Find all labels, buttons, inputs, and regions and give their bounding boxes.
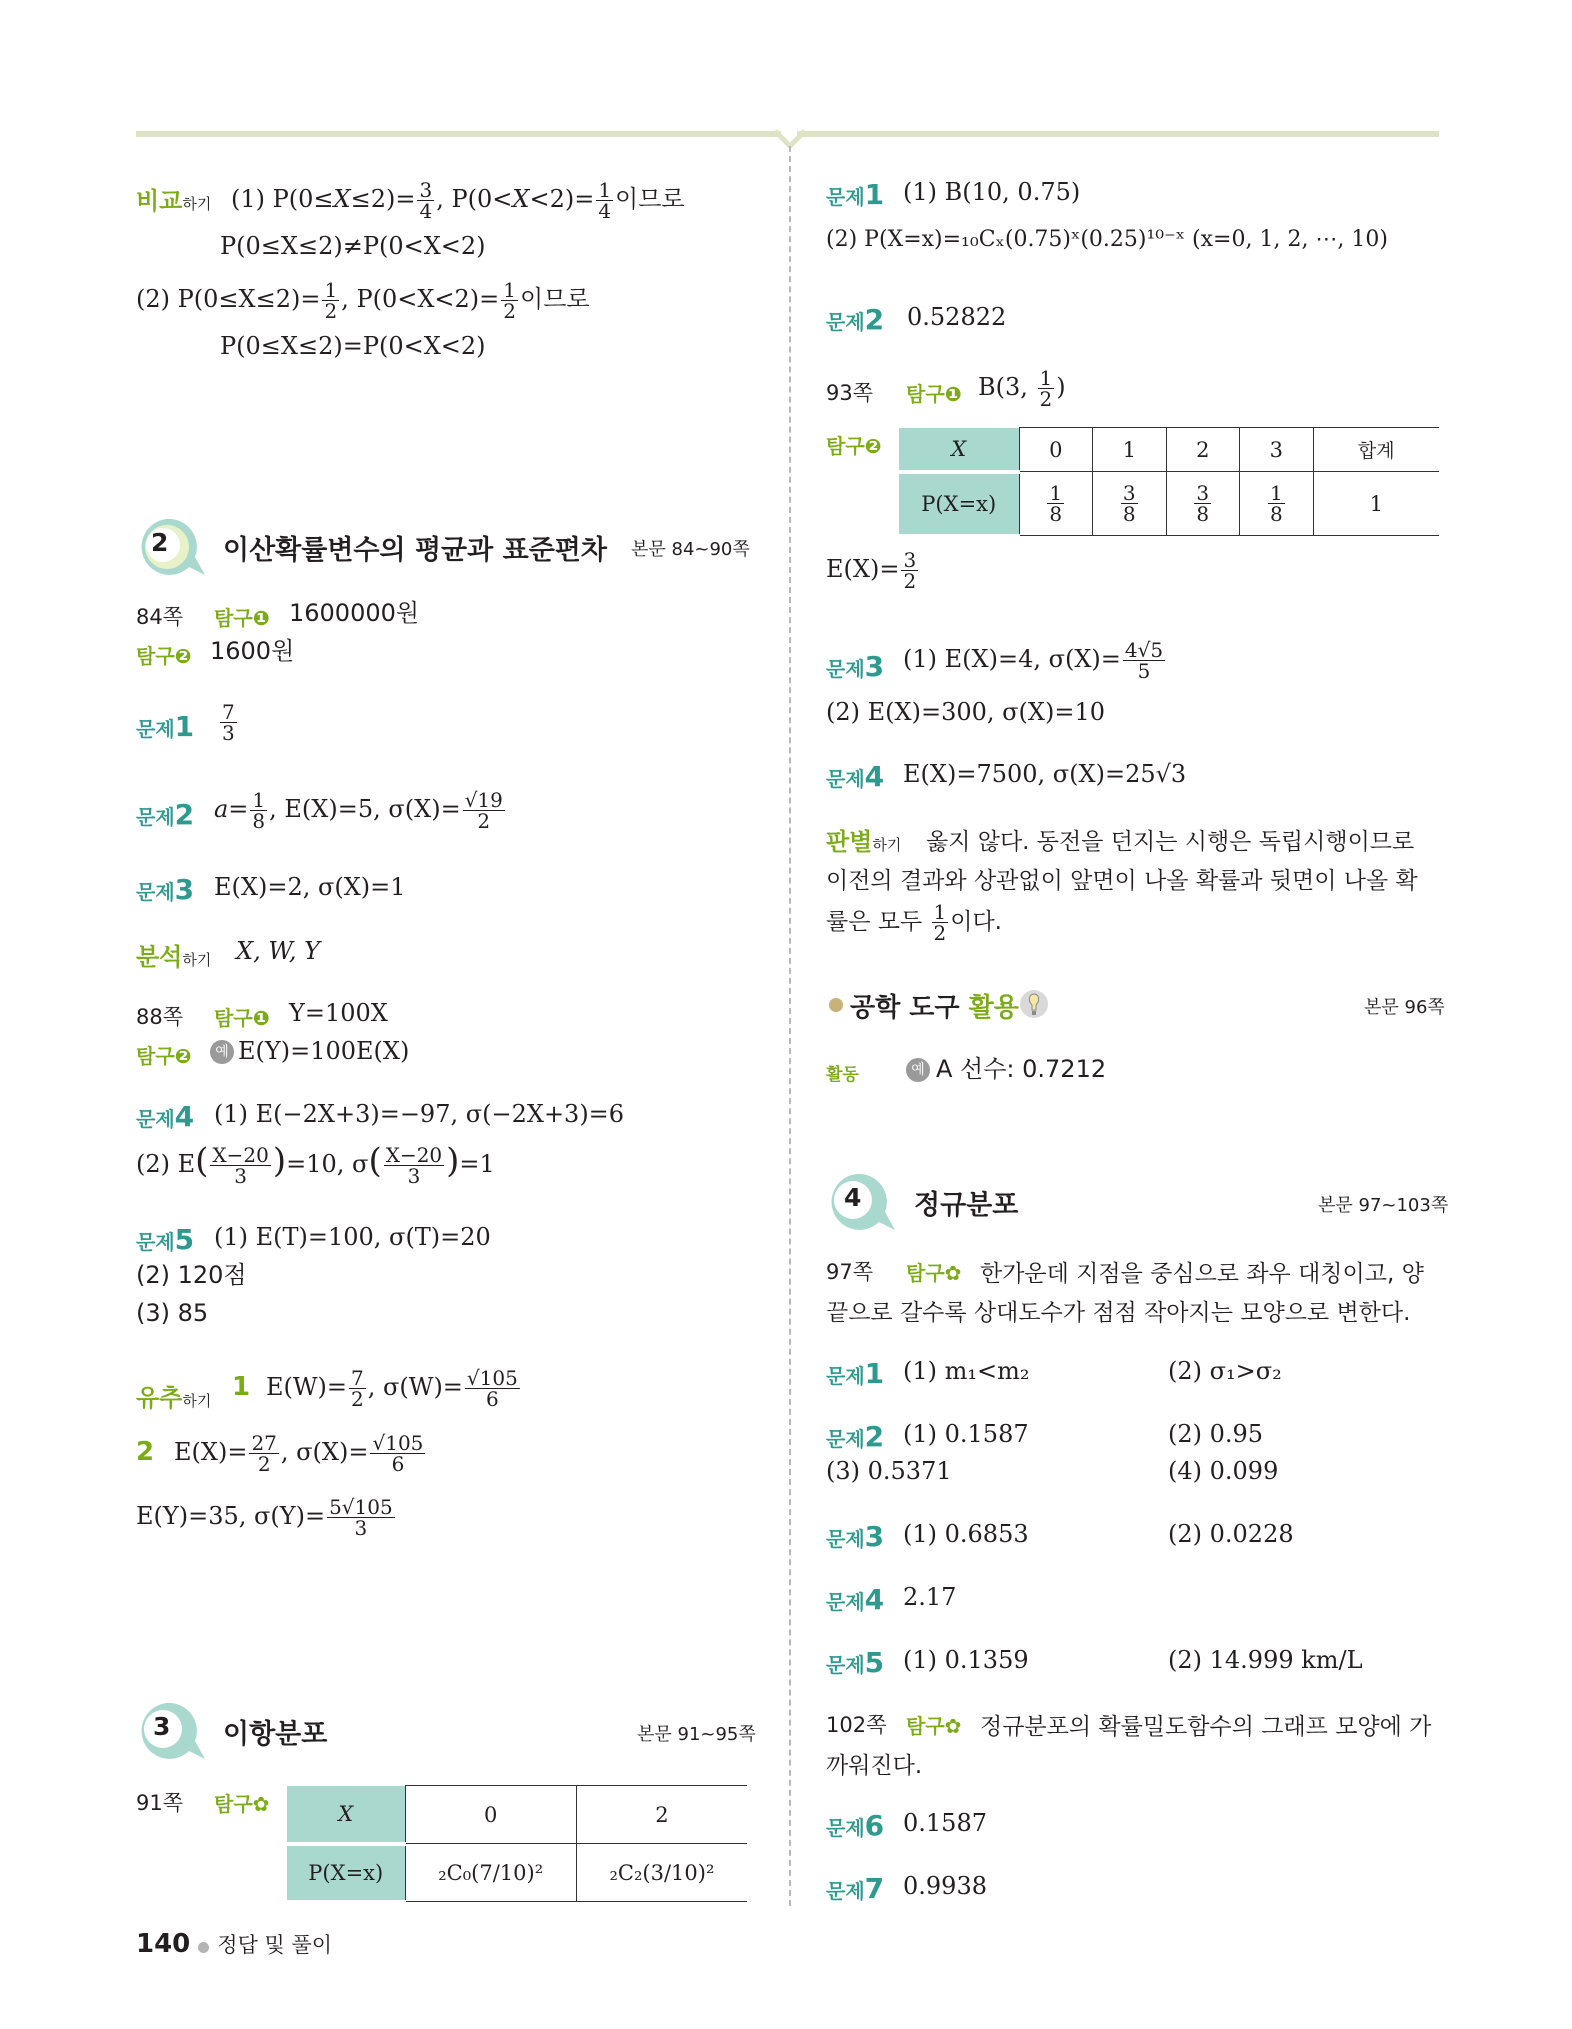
tamgu-93-2-label: 탐구❷ bbox=[826, 434, 882, 458]
section-2-ref: 본문 84~90쪽 bbox=[631, 539, 750, 560]
tamgu-88-2-value: E(Y)=100E(X) bbox=[238, 1037, 410, 1065]
header-rule-right bbox=[797, 131, 1439, 137]
lightbulb-icon bbox=[1016, 988, 1052, 1022]
yuchu-2-answer: E(X)= $\frac{27}{2}$ , σ(X)= $\frac{√105}{6}$ bbox=[174, 1431, 424, 1476]
tamgu-97-label: 탐구✿ bbox=[906, 1261, 962, 1285]
s4-problem-2-c: (3) 0.5371 bbox=[826, 1457, 952, 1485]
page-91-label: 91쪽 bbox=[136, 1791, 184, 1815]
s4-problem-1-a: (1) m₁<m₂ bbox=[903, 1357, 1030, 1385]
table-cell: ₂C₀(7/10)² bbox=[405, 1844, 576, 1902]
section-3-ref: 본문 91~95쪽 bbox=[637, 1724, 756, 1745]
tamgu-102-line2: 까워진다. bbox=[826, 1753, 923, 1779]
page-84-label: 84쪽 bbox=[136, 605, 184, 629]
yuchu-1-answer: E(W)= $\frac{7}{2}$ , σ(W)= $\frac{√105}{6}$ bbox=[266, 1366, 518, 1411]
tamgu-93-1-value: B(3, $\frac{1}{2}$ ) bbox=[978, 366, 1066, 411]
s4-problem-3-b: (2) 0.0228 bbox=[1168, 1520, 1294, 1548]
table-cell: 합계 bbox=[1313, 428, 1439, 472]
table-cell: 2 bbox=[576, 1786, 747, 1844]
table-row bbox=[287, 1844, 747, 1902]
bunseok-answer: X, W, Y bbox=[236, 937, 320, 965]
tamgu-88-1-label: 탐구❶ bbox=[214, 1006, 270, 1030]
r-problem-3-line1: (1) E(X)=4, σ(X)= $\frac{4√5}{5}$ bbox=[903, 638, 1164, 683]
expectation-line: E(X)= $\frac{3}{2}$ bbox=[826, 548, 917, 593]
binomial-table bbox=[287, 1785, 747, 1904]
r-problem-4-label: 문제4 bbox=[826, 760, 885, 793]
tool-title: 공학 도구 활용 bbox=[850, 993, 1019, 1023]
s4-problem-7-answer: 0.9938 bbox=[903, 1872, 987, 1900]
table-cell: 2 bbox=[1166, 428, 1240, 472]
tamgu-84-1-label: 탐구❶ bbox=[214, 606, 270, 630]
r-problem-3-line2: (2) E(X)=300, σ(X)=10 bbox=[826, 698, 1105, 726]
bigyo-line1: (1) P(0≤X≤2)= $\frac{3}{4}$ , P(0<X<2)= $\frac{1}{4}$ 이므로 bbox=[231, 178, 685, 223]
section-3-badge bbox=[133, 1699, 209, 1765]
s4-problem-3-label: 문제3 bbox=[826, 1520, 885, 1553]
bunseok-label: 분석하기 bbox=[136, 943, 212, 971]
tamgu-84-2-value: 1600원 bbox=[210, 637, 295, 665]
problem-4-line2: (2) E( $\frac{X-20}{3}$ )=10, σ( $\frac{X-20}{3}$ )=1 bbox=[136, 1141, 495, 1188]
table-header-x: X bbox=[899, 428, 1019, 472]
s4-problem-6-answer: 0.1587 bbox=[903, 1809, 987, 1837]
tamgu-93-1-label: 탐구❶ bbox=[906, 382, 962, 406]
s4-problem-4-label: 문제4 bbox=[826, 1583, 885, 1616]
yuchu-label: 유추하기 bbox=[136, 1384, 212, 1412]
table-cell: 3 bbox=[1240, 428, 1314, 472]
s4-problem-6-label: 문제6 bbox=[826, 1809, 885, 1842]
bigyo-line2: P(0≤X≤2)≠P(0<X<2) bbox=[220, 232, 486, 260]
problem-5-line2: (2) 120점 bbox=[136, 1261, 247, 1289]
page-88-label: 88쪽 bbox=[136, 1005, 184, 1029]
hwaldong-label: 활동 bbox=[826, 1065, 859, 1085]
tool-ref: 본문 96쪽 bbox=[1364, 997, 1445, 1018]
problem-4-line1: (1) E(−2X+3)=−97, σ(−2X+3)=6 bbox=[214, 1100, 625, 1128]
tamgu-97-line2: 끝으로 갈수록 상대도수가 점점 작아지는 모양으로 변한다. bbox=[826, 1300, 1411, 1326]
table-row bbox=[899, 472, 1439, 536]
section-3-number: 3 bbox=[153, 1712, 171, 1741]
s4-problem-5-a: (1) 0.1359 bbox=[903, 1646, 1029, 1674]
s4-problem-2-b: (2) 0.95 bbox=[1168, 1420, 1264, 1448]
s4-problem-5-b: (2) 14.999 km/L bbox=[1168, 1646, 1363, 1674]
s4-problem-2-label: 문제2 bbox=[826, 1420, 885, 1453]
r-problem-1-line2: (2) P(X=x)=₁₀Cₓ(0.75)ˣ(0.25)¹⁰⁻ˣ (x=0, 1, 2, ⋯, 10) bbox=[826, 227, 1388, 252]
s4-problem-3-a: (1) 0.6853 bbox=[903, 1520, 1029, 1548]
problem-2-label: 문제2 bbox=[136, 798, 195, 831]
table-cell: 0 bbox=[1019, 428, 1093, 472]
problem-2-answer: a= $\frac{1}{8}$ , E(X)=5, σ(X)= $\frac{√19}{2}$ bbox=[214, 788, 503, 833]
table-cell: 0 bbox=[405, 1786, 576, 1844]
table-cell: ₂C₂(3/10)² bbox=[576, 1844, 747, 1902]
section-4-ref: 본문 97~103쪽 bbox=[1318, 1195, 1449, 1216]
s4-problem-1-b: (2) σ₁>σ₂ bbox=[1168, 1357, 1282, 1385]
table-cell: $\frac{3}{8}$ bbox=[1093, 472, 1167, 536]
table-header-px: P(X=x) bbox=[899, 472, 1019, 536]
table-header-x: X bbox=[287, 1786, 405, 1844]
table-row bbox=[287, 1786, 747, 1844]
panbyeol-label: 판별하기 bbox=[826, 828, 902, 856]
r-problem-1-label: 문제1 bbox=[826, 178, 885, 211]
header-rule-left bbox=[136, 131, 781, 137]
panbyeol-line2: 이전의 결과와 상관없이 앞면이 나올 확률과 뒷면이 나올 확 bbox=[826, 868, 1418, 894]
s4-problem-2-a: (1) 0.1587 bbox=[903, 1420, 1029, 1448]
tamgu-91-label: 탐구✿ bbox=[214, 1792, 270, 1816]
section-2-badge bbox=[133, 515, 209, 581]
distribution-table bbox=[899, 427, 1439, 538]
tamgu-84-1-value: 1600000원 bbox=[289, 599, 420, 627]
tamgu-102-label: 탐구✿ bbox=[906, 1714, 962, 1738]
footer bbox=[136, 1929, 332, 1959]
page-number: 140 bbox=[136, 1929, 191, 1959]
section-2-number: 2 bbox=[151, 528, 169, 557]
tamgu-88-2-label: 탐구❷ bbox=[136, 1044, 192, 1068]
r-problem-2-label: 문제2 bbox=[826, 303, 885, 336]
table-cell: 1 bbox=[1093, 428, 1167, 472]
section-3-title: 이항분포 bbox=[223, 1719, 328, 1750]
s4-problem-5-label: 문제5 bbox=[826, 1646, 885, 1679]
page-93-label: 93쪽 bbox=[826, 381, 874, 405]
problem-3-answer: E(X)=2, σ(X)=1 bbox=[214, 873, 406, 901]
example-icon: 예 bbox=[906, 1058, 930, 1082]
table-cell: $\frac{3}{8}$ bbox=[1166, 472, 1240, 536]
problem-5-line1: (1) E(T)=100, σ(T)=20 bbox=[214, 1223, 491, 1251]
problem-1-answer: $\frac{7}{3}$ bbox=[222, 700, 235, 745]
s4-problem-4-answer: 2.17 bbox=[903, 1583, 957, 1611]
r-problem-3-label: 문제3 bbox=[826, 650, 885, 683]
bigyo-line3: (2) P(0≤X≤2)= $\frac{1}{2}$ , P(0<X<2)= $\frac{1}{2}$ 이므로 bbox=[136, 278, 590, 323]
example-icon: 예 bbox=[210, 1040, 234, 1064]
tamgu-102-line1: 정규분포의 확률밀도함수의 그래프 모양에 가 bbox=[980, 1714, 1432, 1740]
problem-1-label: 문제1 bbox=[136, 710, 195, 743]
problem-4-label: 문제4 bbox=[136, 1100, 195, 1133]
footer-title: 정답 및 풀이 bbox=[217, 1933, 333, 1957]
bullet-icon bbox=[198, 1942, 209, 1953]
section-4-number: 4 bbox=[844, 1183, 862, 1212]
problem-5-label: 문제5 bbox=[136, 1223, 195, 1256]
hwaldong-answer: A 선수: 0.7212 bbox=[936, 1055, 1107, 1083]
bigyo-line4: P(0≤X≤2)=P(0<X<2) bbox=[220, 332, 486, 360]
yuchu-3-answer: E(Y)=35, σ(Y)= $\frac{5√105}{3}$ bbox=[136, 1495, 393, 1540]
yuchu-1-number: 1 bbox=[232, 1372, 251, 1402]
s4-problem-7-label: 문제7 bbox=[826, 1872, 885, 1905]
s4-problem-1-label: 문제1 bbox=[826, 1357, 885, 1390]
table-cell: $\frac{1}{8}$ bbox=[1019, 472, 1093, 536]
r-problem-2-answer: 0.52822 bbox=[907, 303, 1007, 331]
tamgu-84-2-label: 탐구❷ bbox=[136, 644, 192, 668]
r-problem-1-line1: (1) B(10, 0.75) bbox=[903, 178, 1081, 206]
panbyeol-line3: 률은 모두 $\frac{1}{2}$ 이다. bbox=[826, 900, 1002, 945]
tool-bullet-icon bbox=[829, 998, 843, 1012]
problem-5-line3: (3) 85 bbox=[136, 1299, 209, 1327]
tamgu-97-line1: 한가운데 지점을 중심으로 좌우 대칭이고, 양 bbox=[980, 1261, 1424, 1287]
table-row bbox=[899, 428, 1439, 472]
table-cell: $\frac{1}{8}$ bbox=[1240, 472, 1314, 536]
s4-problem-2-d: (4) 0.099 bbox=[1168, 1457, 1279, 1485]
tamgu-88-1-value: Y=100X bbox=[289, 999, 388, 1027]
problem-3-label: 문제3 bbox=[136, 873, 195, 906]
table-cell: 1 bbox=[1313, 472, 1439, 536]
page-97-label: 97쪽 bbox=[826, 1260, 874, 1284]
column-divider bbox=[789, 146, 791, 1906]
page-102-label: 102쪽 bbox=[826, 1713, 887, 1737]
table-header-px: P(X=x) bbox=[287, 1844, 405, 1902]
yuchu-2-number: 2 bbox=[136, 1437, 155, 1467]
r-problem-4-answer: E(X)=7500, σ(X)=25√3 bbox=[903, 760, 1187, 788]
section-4-title: 정규분포 bbox=[914, 1190, 1019, 1221]
section-2-title: 이산확률변수의 평균과 표준편차 bbox=[223, 535, 607, 566]
panbyeol-line1: 옳지 않다. 동전을 던지는 시행은 독립시행이므로 bbox=[926, 829, 1415, 855]
bigyo-label: 비교하기 bbox=[136, 187, 212, 215]
